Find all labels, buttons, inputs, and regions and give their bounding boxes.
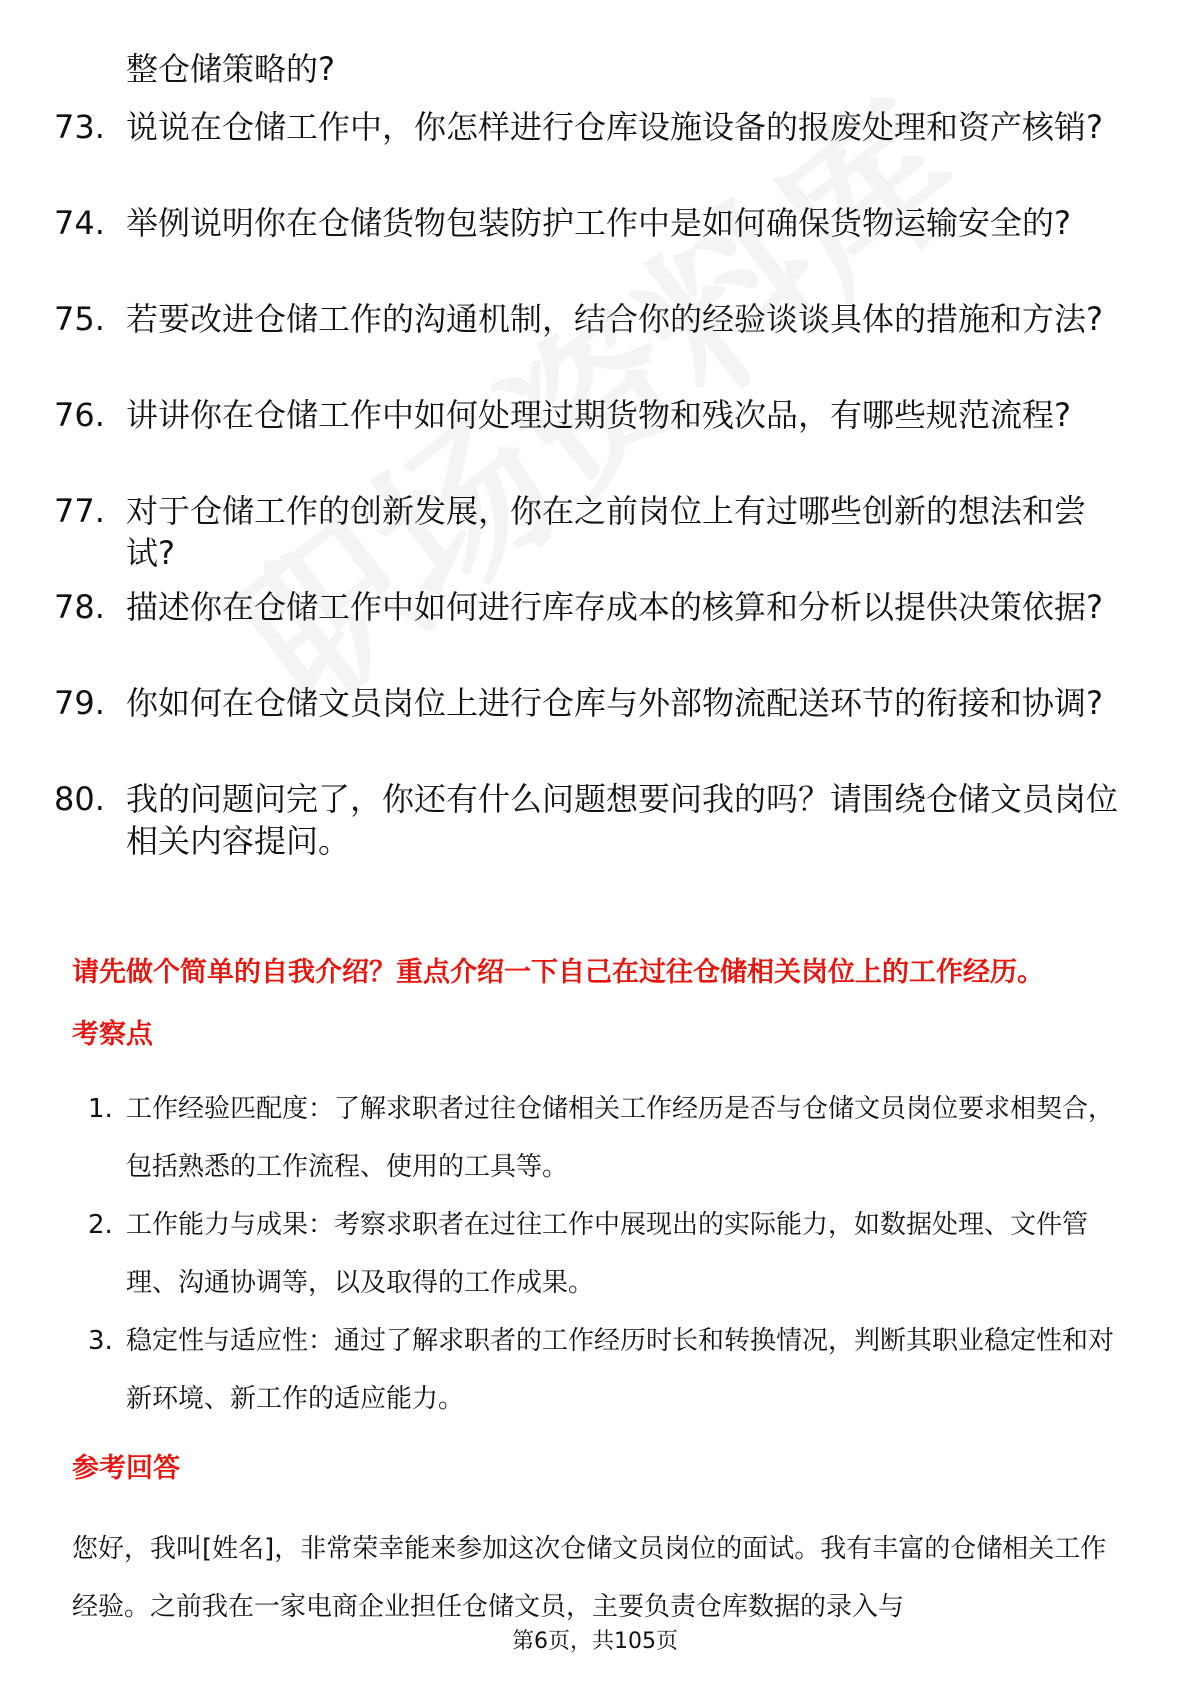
assessment-text: 工作经验匹配度：了解求职者过往仓储相关工作经历是否与仓储文员岗位要求相契合，包括熟悉的工作流程、使用的工具等。	[126, 1094, 1115, 1182]
question-text: 你如何在仓储文员岗位上进行仓库与外部物流配送环节的衔接和协调?	[126, 684, 1103, 722]
assessment-heading: 考察点	[72, 1019, 153, 1050]
assessment-text: 稳定性与适应性：通过了解求职者的工作经历时长和转换情况，判断其职业稳定性和对新环境、新工作的适应能力。	[126, 1326, 1115, 1414]
question-item	[54, 586, 1134, 628]
assessment-item	[88, 1196, 1128, 1312]
question-item	[54, 106, 1134, 148]
question-item	[54, 490, 1134, 574]
question-number: 74.	[54, 204, 105, 242]
question-text: 若要改进仓储工作的沟通机制，结合你的经验谈谈具体的措施和方法?	[126, 300, 1103, 338]
assessment-number: 3.	[88, 1326, 113, 1356]
assessment-number: 2.	[88, 1210, 113, 1240]
question-item	[54, 202, 1134, 244]
question-item	[54, 394, 1134, 436]
assessment-number: 1.	[88, 1094, 113, 1124]
question-number: 77.	[54, 492, 105, 530]
question-text: 描述你在仓储工作中如何进行库存成本的核算和分析以提供决策依据?	[126, 588, 1103, 626]
question-item	[54, 778, 1134, 862]
question-item	[54, 682, 1134, 724]
page-footer: 第6页，共105页	[512, 1629, 678, 1654]
question-text: 讲讲你在仓储工作中如何处理过期货物和残次品，有哪些规范流程?	[126, 396, 1071, 434]
focus-question: 请先做个简单的自我介绍？重点介绍一下自己在过往仓储相关岗位上的工作经历。	[72, 957, 1044, 988]
question-text: 说说在仓储工作中，你怎样进行仓库设施设备的报废处理和资产核销?	[126, 108, 1103, 146]
question-number: 78.	[54, 588, 105, 626]
reference-heading: 参考回答	[72, 1453, 180, 1484]
assessment-item	[88, 1080, 1128, 1196]
question-number: 73.	[54, 108, 105, 146]
question-number: 76.	[54, 396, 105, 434]
question-text: 对于仓储工作的创新发展，你在之前岗位上有过哪些创新的想法和尝试?	[126, 492, 1087, 572]
question-text: 我的问题问完了，你还有什么问题想要问我的吗？请围绕仓储文员岗位相关内容提问。	[126, 780, 1119, 860]
question-number: 80.	[54, 780, 105, 818]
question-number: 79.	[54, 684, 105, 722]
assessment-item	[88, 1312, 1128, 1428]
question-number: 75.	[54, 300, 105, 338]
question-item	[54, 298, 1134, 340]
assessment-text: 工作能力与成果：考察求职者在过往工作中展现出的实际能力，如数据处理、文件管理、沟通协调等，以及取得的工作成果。	[126, 1210, 1089, 1298]
question-text: 举例说明你在仓储货物包装防护工作中是如何确保货物运输安全的?	[126, 204, 1071, 242]
reference-answer: 您好，我叫[姓名]，非常荣幸能来参加这次仓储文员岗位的面试。我有丰富的仓储相关工作经验。之前我在一家电商企业担任仓储文员，主要负责仓库数据的录入与	[72, 1534, 1107, 1622]
question-continuation: 整仓储策略的?	[126, 50, 335, 88]
